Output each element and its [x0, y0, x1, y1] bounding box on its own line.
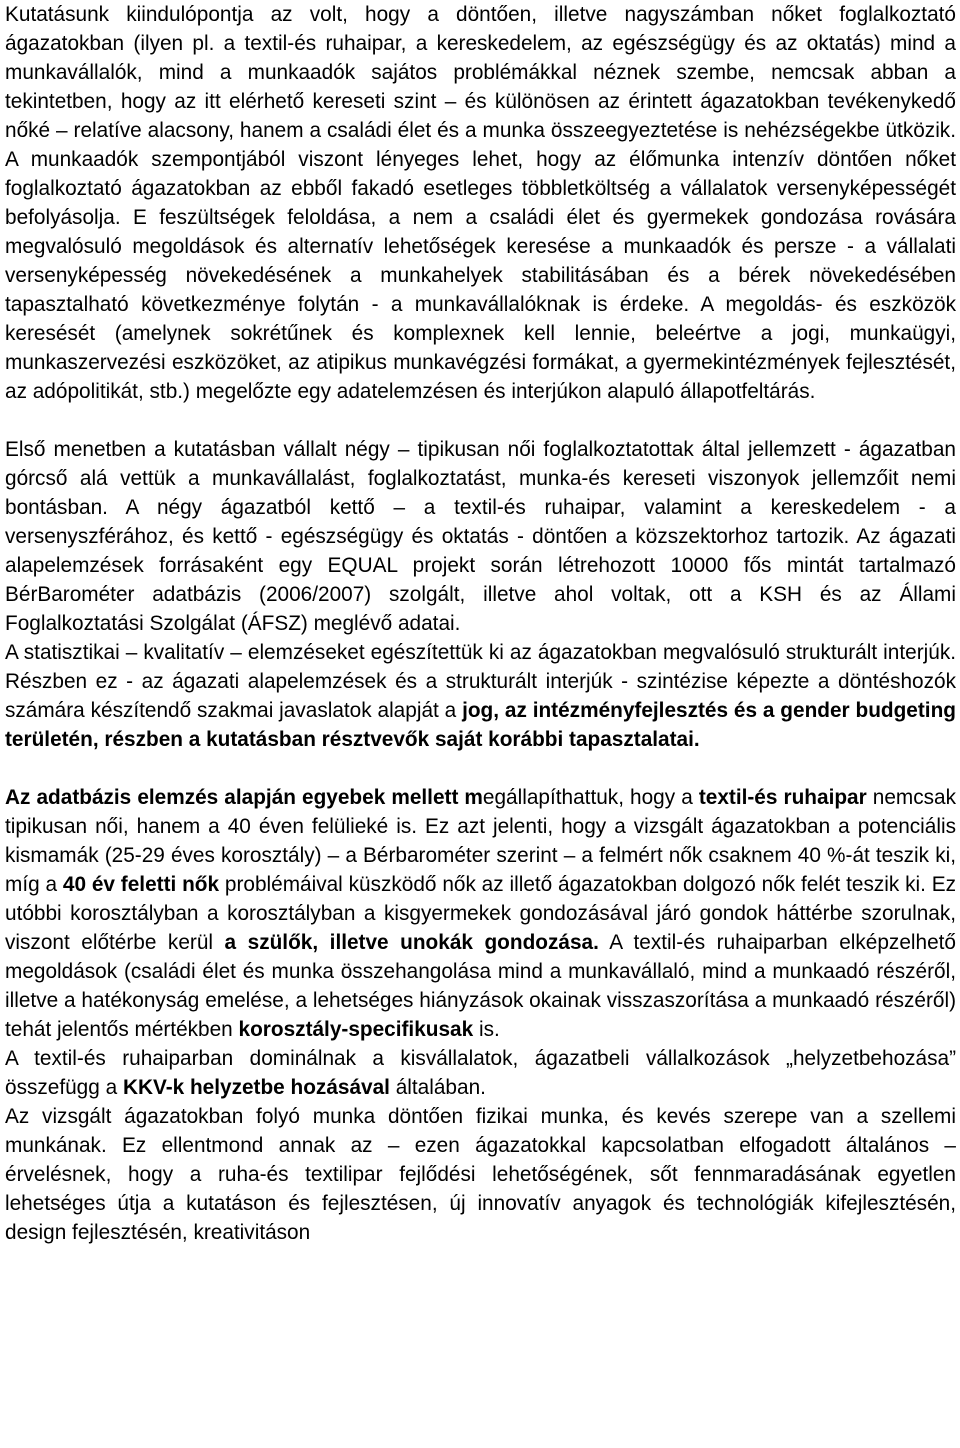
paragraph-statistical-qualitative [5, 638, 956, 754]
text-run: is. [473, 1018, 500, 1041]
text-run: egállapíthattuk, hogy a [482, 786, 699, 809]
text-run: problémáival küszködő nők az illető ágazatokban dolgozó nők felét teszik ki. Ez utóbbi korosztályban a korosztályban a kisgyermekek gondozásával járó gondok háttérbe szorulnak, viszont előtérbe kerül [5, 873, 957, 954]
paragraph-physical-work: Az vizsgált ágazatokban folyó munka döntően fizikai munka, és kevés szerepe van a szellemi munkának. Ez ellentmond annak az – ezen ágazatokkal kapcsolatban elfogadott általános – érvelésnek, hogy a ruha-és textilipar fejlődési lehetőségének, sőt fennmaradásának egyetlen lehetséges útja a kutatáson és fejlesztésen, új innovatív anyagok és technológiák kifejlesztésén, design fejlesztésén, kreativitáson [5, 1105, 956, 1244]
text-run: A statisztikai – kvalitatív – elemzéseket egészítettük ki az ágazatokban megvalósuló strukturált interjúk. Részben ez - az ágazati alapelemzések és a strukturált interjúk - szintézise képezte a döntéshozók számára készítendő szakmai javaslatok alapját a [5, 641, 956, 722]
paragraph-spacer [5, 406, 956, 435]
bold-text-run: a szülők, illetve unokák gondozása. [224, 931, 599, 954]
paragraph-research-starting-point: Kutatásunk kiindulópontja az volt, hogy a döntően, illetve nagyszámban nőket foglalkoztató ágazatokban (ilyen pl. a textil-és ruhaipar, a kereskedelem, az egészségügy és az oktatás) mind a munkavállalók, mind a munkaadók sajátos problémákkal néznek szembe, nemcsak abban a tekintetben, hogy az itt elérhető kereseti szint – és különösen az érintett ágazatokban tevékenykedő nőké – relatíve alacsony, hanem a családi élet és a munka összeegyeztetése is nehézségekbe ütközik. A munkaadók szempontjából viszont lényeges lehet, hogy az élőmunka intenzív döntően nőket foglalkoztató ágazatokban az ebből fakadó esetleges többletköltség a vállalatok versenyképességét befolyásolja. E feszültségek feloldása, a nem a családi élet és gyermekek gondozása rovására megvalósuló megoldások és alternatív lehetőségek keresése a munkaadók és persze - a vállalati versenyképesség növekedésének a munkahelyek stabilitásában és a bérek növekedésében tapasztalható következménye folytán - a munkavállalóknak is érdeke. A megoldás- és eszközök keresését (amelynek sokrétűnek és komplexnek kell lennie, beleértve a jogi, munkaügyi, munkaszervezési eszközöket, az atipikus munkavégzési formákat, a gyermekintézmények fejlesztését, az adópolitikát, stb.) megelőzte egy adatelemzésen és interjúkon alapuló állapotfeltárás. [5, 3, 956, 403]
paragraph-database-findings [5, 783, 956, 1044]
paragraph-small-enterprises [5, 1044, 956, 1102]
text-run: nemcsak tipikusan női, hanem a 40 éven felülieké is. Ez azt jelenti, hogy a vizsgált ágazatokban a potenciális kismamák (25-29 éves korosztály) – a Bérbarométer szerint – a felmért nők csaknem 40 %-át teszik ki, míg a [5, 786, 956, 896]
bold-text-run: korosztály-specifikusak [238, 1018, 474, 1041]
bold-text-run: KKV-k helyzetbe hozásával [122, 1076, 390, 1099]
bold-text-run: Az adatbázis elemzés alapján egyebek mellett m [5, 786, 483, 809]
bold-text-run: jog, az intézményfejlesztés és a gender budgeting területén, részben a kutatásban résztvevők saját korábbi tapasztalatai. [5, 699, 956, 751]
paragraph-first-round-analysis: Első menetben a kutatásban vállalt négy – tipikusan női foglalkoztatottak által jellemzett - ágazatban górcső alá vettük a munkavállalást, foglalkoztatást, munka-és kereseti viszonyok jellemzőit nemi bontásban. A négy ágazatból kettő – a textil-és ruhaipar, valamint a kereskedelem - a versenyszférához, és kettő - egészségügy és oktatás - döntően a közszektorhoz tartozik. Az ágazati alapelemzések forrásaként egy EQUAL projekt során létrehozott 10000 fős mintát tartalmazó BérBarométer adatbázis (2006/2007) szolgált, illetve ahol voltak, ott a KSH és az Állami Foglalkoztatási Szolgálat (ÁFSZ) meglévő adatai. [5, 438, 956, 635]
text-run: általában. [389, 1076, 486, 1099]
text-run: A textil-és ruhaiparban elképzelhető megoldások (családi élet és munka összehangolása mind a munkavállaló, mind a munkaadó részéről, illetve a hatékonyság emelése, a lehetséges hiányzások okainak visszaszorítása a munkaadó részéről) tehát jelentős mértékben [5, 931, 956, 1041]
bold-text-run: 40 év feletti nők [62, 873, 220, 896]
paragraph-spacer [5, 754, 956, 783]
bold-text-run: textil-és ruhaipar [698, 786, 867, 809]
text-run: A textil-és ruhaiparban dominálnak a kisvállalatok, ágazatbeli vállalkozások „helyzetbehozása” összefügg a [5, 1047, 956, 1099]
